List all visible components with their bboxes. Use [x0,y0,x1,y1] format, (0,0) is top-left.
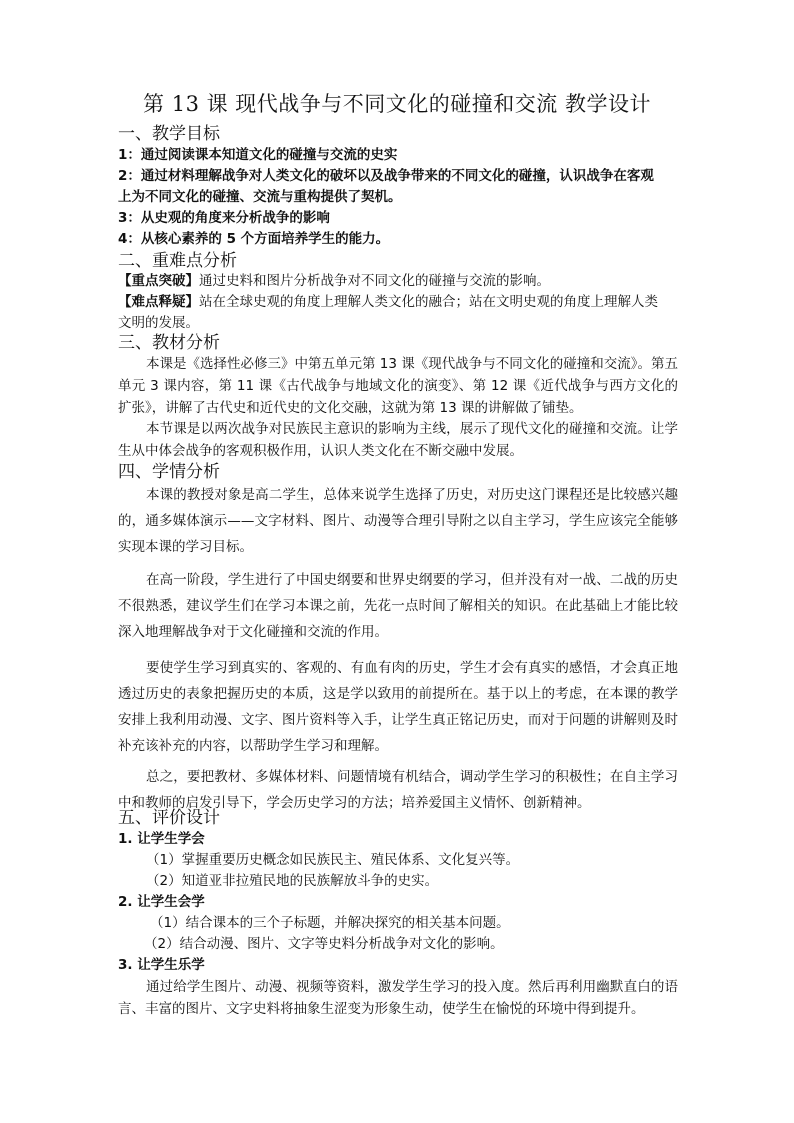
difficulty-line-cont: 文明的发展。 [118,315,199,331]
student-paragraph: 要使学生学习到真实的、客观的、有血有肉的历史，学生才会有真实的感悟，才会真正地透过历史的表象把握历史的本质，这是学以致用的前提所在。基于以上的考虑，在本课的教学安排上我利用动漫、文字、图片资料等入手，让学生真正铭记历史，而对于问题的讲解则及时补充该补充的内容，以帮助学生学习和理解。 [118,660,678,754]
textbook-paragraph: 本节课是以两次战争对民族民主意识的影响为主线，展示了现代文化的碰撞和交流。让学生从中体会战争的客观积极作用，认识人类文化在不断交融中发展。 [118,421,678,459]
evaluation-subheading: 1. 让学生学会 [118,831,205,847]
key-point-label: 【重点突破】 [118,273,199,289]
section-heading-evaluation: 五、评价设计 [118,808,220,828]
student-paragraph: 本课的教授对象是高二学生，总体来说学生选择了历史，对历史这门课程还是比较感兴趣的，通多媒体演示——文字材料、图片、动漫等合理引导附之以自主学习，学生应该完全能够实现本课的学习目标。 [118,487,678,555]
section-heading-key-points: 二、重难点分析 [118,251,237,271]
objective-item: 上为不同文化的碰撞、交流与重构提供了契机。 [118,189,402,205]
student-paragraph: 在高一阶段，学生进行了中国史纲要和世界史纲要的学习，但并没有对一战、二战的历史不很熟悉，建议学生们在学习本课之前，先花一点时间了解相关的知识。在此基础上才能比较深入地理解战争对于文化碰撞和交流的作用。 [118,572,678,640]
evaluation-item: （2）知道亚非拉殖民地的民族解放斗争的史实。 [146,873,439,889]
section-heading-objectives: 一、教学目标 [118,124,220,144]
difficulty-line [118,292,678,313]
objective-item: 2：通过材料理解战争对人类文化的破坏以及战争带来的不同文化的碰撞，认识战争在客观 [118,168,654,184]
document-title: 第 13 课 现代战争与不同文化的碰撞和交流 教学设计 [143,92,651,116]
evaluation-item: （1）结合课本的三个子标题，并解决探究的相关基本问题。 [150,915,510,931]
evaluation-item: （2）结合动漫、图片、文字等史料分析战争对文化的影响。 [144,936,504,952]
evaluation-paragraph: 通过给学生图片、动漫、视频等资料，激发学生学习的投入度。然后再利用幽默直白的语言、丰富的图片、文字史料将抽象生涩变为形象生动，使学生在愉悦的环境中得到提升。 [118,979,678,1017]
difficulty-text: 站在全球史观的角度上理解人类文化的融合；站在文明史观的角度上理解人类 [199,294,658,310]
objective-item: 1：通过阅读课本知道文化的碰撞与交流的史实 [118,147,398,163]
objective-item: 3：从史观的角度来分析战争的影响 [118,210,330,226]
key-point-line [118,271,678,292]
student-paragraph: 总之，要把教材、多媒体材料、问题情境有机结合，调动学生学习的积极性；在自主学习中和教师的启发引导下，学会历史学习的方法；培养爱国主义情怀、创新精神。 [118,769,678,811]
section-heading-students: 四、学情分析 [118,462,220,482]
evaluation-subheading: 2. 让学生会学 [118,894,205,910]
objective-item: 4：从核心素养的 5 个方面培养学生的能力。 [118,231,390,247]
evaluation-item: （1）掌握重要历史概念如民族民主、殖民体系、文化复兴等。 [146,852,520,868]
evaluation-subheading: 3. 让学生乐学 [118,957,205,973]
textbook-paragraph: 本课是《选择性必修三》中第五单元第 13 课《现代战争与不同文化的碰撞和交流》。第五单元 3 课内容，第 11 课《古代战争与地域文化的演变》、第 12 课《近代战争与西方文化的扩张》，讲解了古代史和近代史的文化交融，这就为第 13 课的讲解做了铺垫。 [118,356,679,416]
difficulty-label: 【难点释疑】 [118,294,199,310]
key-point-text: 通过史料和图片分析战争对不同文化的碰撞与交流的影响。 [199,273,550,289]
section-heading-textbook: 三、教材分析 [118,333,220,353]
